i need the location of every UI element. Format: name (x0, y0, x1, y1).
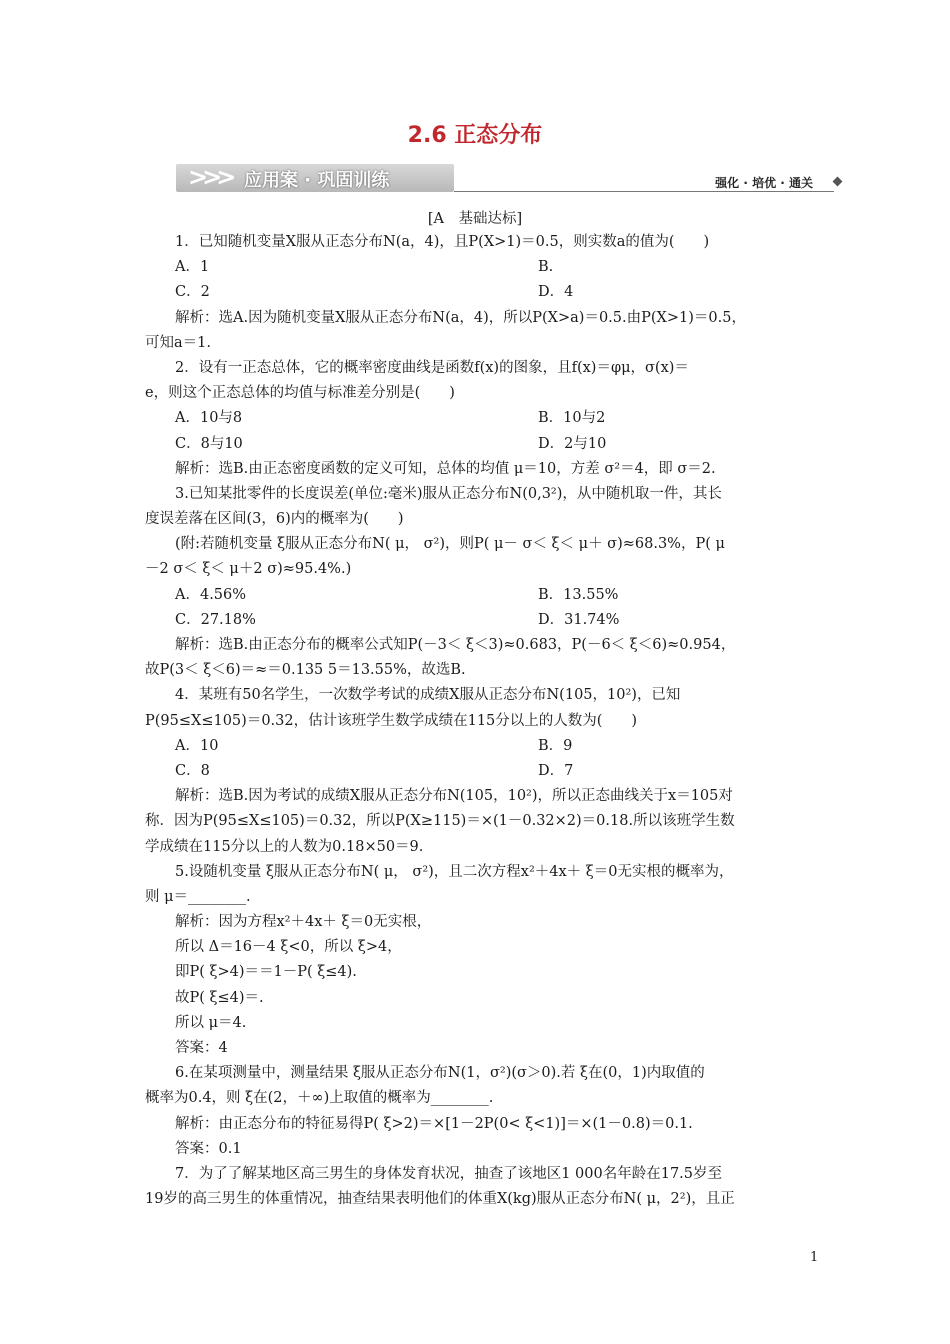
text-line: 7．为了了解某地区高三男生的身体发育状况，抽查了该地区1 000名年龄在17.5岁至 (175, 1165, 723, 1182)
option-right: B．9 (538, 737, 573, 754)
option-row (145, 734, 810, 759)
text-line: 2．设有一正态总体，它的概率密度曲线是函数f(x)的图象，且f(x)＝φμ，σ(x)＝ (175, 359, 689, 376)
option-left: A．10与8 (175, 410, 243, 427)
text-line: 19岁的高三男生的体重情况，抽查结果表明他们的体重X(kg)服从正态分布N( μ，2²)，且正 (145, 1191, 735, 1208)
text-line: －2 σ＜ ξ＜ μ＋2 σ)≈95.4%.) (145, 561, 352, 578)
option-row (145, 583, 810, 608)
text-line: 解析：选B.由正态分布的概率公式知P(－3＜ ξ＜3)≈0.683，P(－6＜ ξ＜6)≈0.954， (175, 637, 736, 653)
page-title: 2.6 正态分布 (407, 123, 543, 148)
section-banner (176, 160, 841, 198)
section-heading: [A 基础达标] (427, 211, 523, 227)
option-left: C．27.18% (175, 611, 256, 628)
text-line: 度误差落在区间(3，6)内的概率为( ) (145, 511, 404, 528)
document-body (145, 230, 810, 1212)
option-left: C．8 (175, 762, 210, 779)
option-right: D．7 (538, 762, 574, 779)
text-line: 6.在某项测量中，测量结果 ξ服从正态分布N(1，σ²)(σ＞0).若 ξ在(0，1)内取值的 (175, 1065, 705, 1082)
text-line: 学成绩在115分以上的人数为0.18×50＝9. (145, 838, 424, 855)
option-right: B．13.55% (538, 586, 619, 603)
text-line: (附:若随机变量 ξ服从正态分布N( μ， σ²)，则P( μ－ σ＜ ξ＜ μ＋ σ)≈68.3%，P( μ (175, 536, 725, 553)
text-line: 4．某班有50名学生，一次数学考试的成绩X服从正态分布N(105，10²)，已知 (175, 687, 681, 704)
option-right: B．10与2 (538, 410, 606, 427)
text-line: P(95≤X≤105)＝0.32，估计该班学生数学成绩在115分以上的人数为( ) (145, 712, 638, 729)
option-left: C．8与10 (175, 435, 243, 452)
option-left: A．10 (175, 737, 219, 754)
text-line: 答案：4 (175, 1040, 228, 1056)
text-line: 解析：选B.由正态密度函数的定义可知，总体的均值 μ＝10，方差 σ²＝4，即 σ＝2. (175, 460, 716, 477)
text-line: 5.设随机变量 ξ服从正态分布N( μ， σ²)，且二次方程x²＋4x＋ ξ＝0无实根的概率为， (175, 863, 734, 880)
banner-tagline: 强化 · 培优 · 通关 (715, 176, 813, 190)
text-line: 3.已知某批零件的长度误差(单位:毫米)服从正态分布N(0,3²)，从中随机取一件，其长 (175, 485, 722, 502)
text-line: 答案：0.1 (175, 1140, 242, 1157)
text-line: e，则这个正态总体的均值与标准差分别是( ) (145, 385, 455, 402)
option-right: D．31.74% (538, 611, 620, 628)
text-line: 所以 Δ＝16－4 ξ<0，所以 ξ>4， (175, 939, 402, 956)
option-right: D．2与10 (538, 435, 607, 452)
diamond-icon (833, 177, 843, 187)
text-line: 解析：选B.因为考试的成绩X服从正态分布N(105，10²)，所以正态曲线关于x＝105对 (175, 788, 733, 805)
chevron-right-icon: >>> (188, 163, 231, 191)
option-right: B. (538, 259, 554, 276)
option-left: A．1 (175, 259, 210, 276)
text-line: 解析：由正态分布的特征易得P( ξ>2)＝×[1－2P(0< ξ<1)]＝×(1－0.8)＝0.1. (175, 1115, 693, 1132)
option-row (145, 608, 810, 633)
text-line: 称．因为P(95≤X≤105)＝0.32，所以P(X≥115)＝×(1－0.32×2)＝0.18.所以该班学生数 (145, 813, 735, 830)
option-row (145, 280, 810, 305)
text-line: 所以 μ＝4. (175, 1014, 247, 1031)
option-right: D．4 (538, 284, 574, 301)
text-line: 故P(3＜ ξ＜6)＝≈＝0.135 5＝13.55%，故选B. (145, 662, 466, 679)
option-row (145, 432, 810, 457)
option-left: A．4.56% (175, 586, 247, 603)
text-line: 可知a＝1. (145, 334, 211, 351)
banner-rule (454, 191, 834, 192)
text-line: 解析：因为方程x²＋4x＋ ξ＝0无实根， (175, 914, 432, 931)
option-left: C．2 (175, 284, 210, 301)
option-row (145, 406, 810, 431)
text-line: 解析：选A.因为随机变量X服从正态分布N(a，4)，所以P(X>a)＝0.5.由P(X>1)＝0.5， (175, 309, 746, 326)
text-line: 概率为0.4，则 ξ在(2，＋∞)上取值的概率为________. (145, 1090, 494, 1107)
text-line: 即P( ξ>4)＝＝1－P( ξ≤4). (175, 964, 357, 981)
page-number: 1 (810, 1250, 819, 1265)
text-line: 故P( ξ≤4)＝. (175, 989, 264, 1006)
text-line: 1．已知随机变量X服从正态分布N(a，4)，且P(X>1)＝0.5，则实数a的值为( ) (175, 234, 710, 250)
text-line: 则 μ＝________. (145, 888, 251, 905)
option-row (145, 759, 810, 784)
banner-label: 应用案 · 巩固训练 (244, 170, 390, 191)
option-row (145, 255, 810, 280)
